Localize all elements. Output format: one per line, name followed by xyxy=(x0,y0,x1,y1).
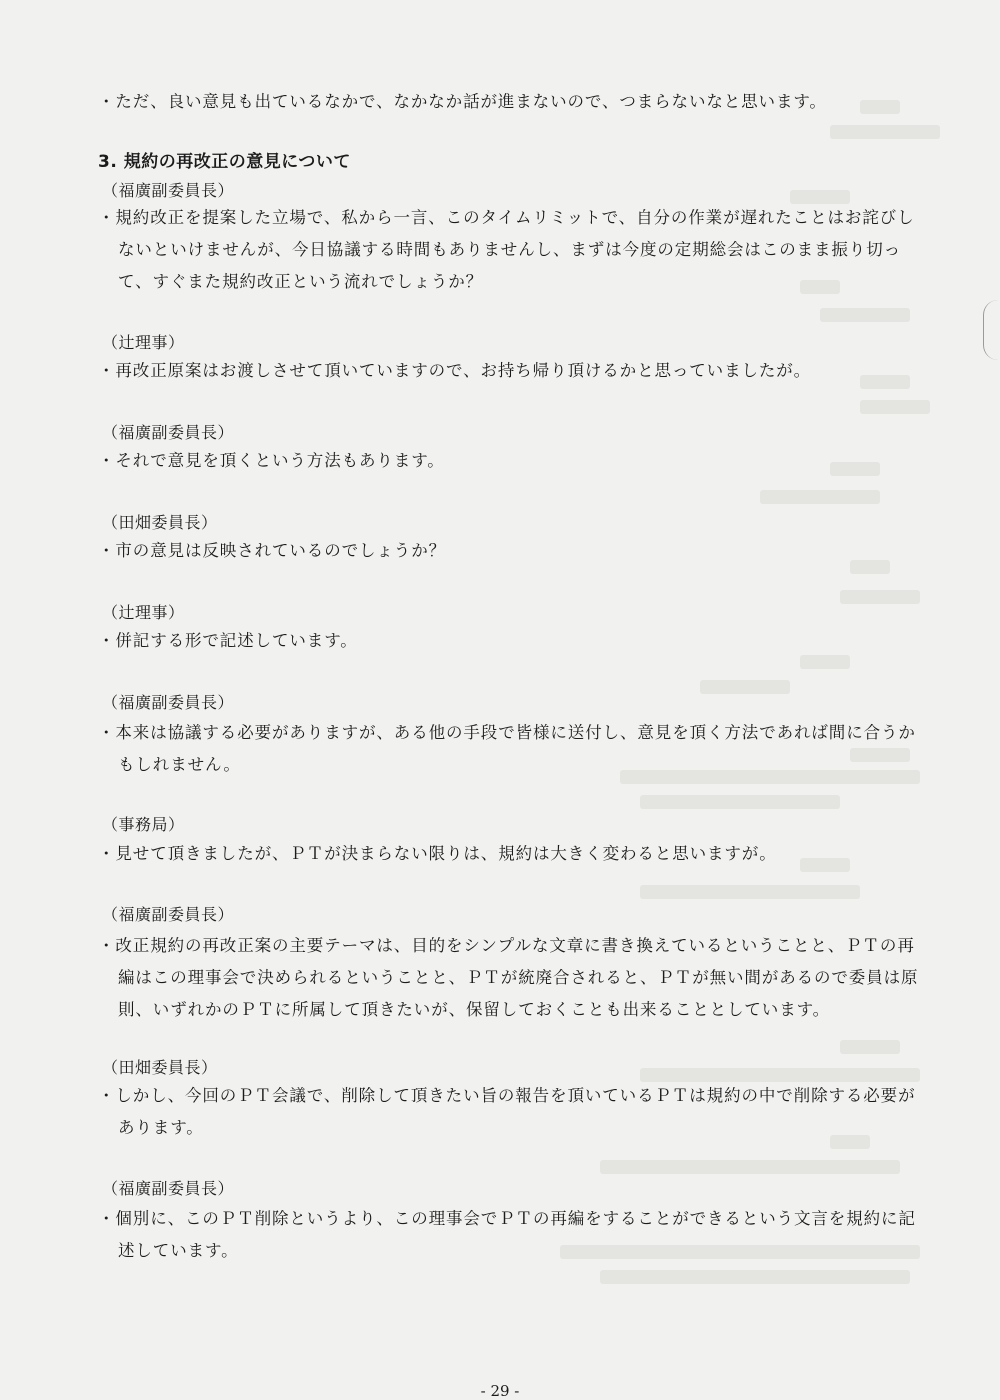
section-heading: 3. 規約の再改正の意見について xyxy=(98,152,351,172)
speaker-label: （事務局） xyxy=(102,815,185,834)
speaker-label: （福廣副委員長） xyxy=(102,1179,235,1198)
speaker-label: （福廣副委員長） xyxy=(102,905,235,924)
statement-text: ・本来は協議する必要がありますが、ある他の手段で皆様に送付し、意見を頂く方法であれば間に合うかもしれません。 xyxy=(98,723,916,774)
page-edge-mark xyxy=(983,300,998,360)
statement-text: ・規約改正を提案した立場で、私から一言、このタイムリミットで、自分の作業が遅れたことはお詫びしないといけませんが、今日協議する時間もありませんし、まずは今度の定期総会はこのまま振り切って、すぐまた規約改正という流れでしょうか？ xyxy=(98,208,915,291)
page-number: - 29 - xyxy=(480,1382,520,1400)
statement-text: ・再改正原案はお渡しさせて頂いていますので、お持ち帰り頂けるかと思っていましたが。 xyxy=(98,361,812,380)
speaker-label: （辻理事） xyxy=(102,603,185,622)
statement-text: ・見せて頂きましたが、ＰＴが決まらない限りは、規約は大きく変わると思いますが。 xyxy=(98,844,777,863)
statement-text: ・個別に、このＰＴ削除というより、この理事会でＰＴの再編をすることができるという文言を規約に記述しています。 xyxy=(98,1209,916,1260)
speaker-label: （田畑委員長） xyxy=(102,1058,218,1077)
statement-text: ・それで意見を頂くという方法もあります。 xyxy=(98,451,445,470)
speaker-label: （福廣副委員長） xyxy=(102,181,235,200)
intro-paragraph: ・ただ、良い意見も出ているなかで、なかなか話が進まないので、つまらないなと思います。 xyxy=(98,92,827,111)
speaker-label: （福廣副委員長） xyxy=(102,693,235,712)
speaker-label: （田畑委員長） xyxy=(102,513,218,532)
statement-text: ・市の意見は反映されているのでしょうか？ xyxy=(98,541,446,560)
statement-text: ・しかし、今回のＰＴ会議で、削除して頂きたい旨の報告を頂いているＰＴは規約の中で削除する必要があります。 xyxy=(98,1086,916,1137)
speaker-label: （福廣副委員長） xyxy=(102,423,235,442)
speaker-label: （辻理事） xyxy=(102,333,185,352)
statement-text: ・併記する形で記述しています。 xyxy=(98,631,358,650)
statement-text: ・改正規約の再改正案の主要テーマは、目的をシンプルな文章に書き換えているということと、ＰＴの再編はこの理事会で決められるということと、ＰＴが統廃合されると、ＰＴが無い間があるので委員は原則、いずれかのＰＴに所属して頂きたいが、保留しておくことも出来ることとしています。 xyxy=(98,936,919,1019)
